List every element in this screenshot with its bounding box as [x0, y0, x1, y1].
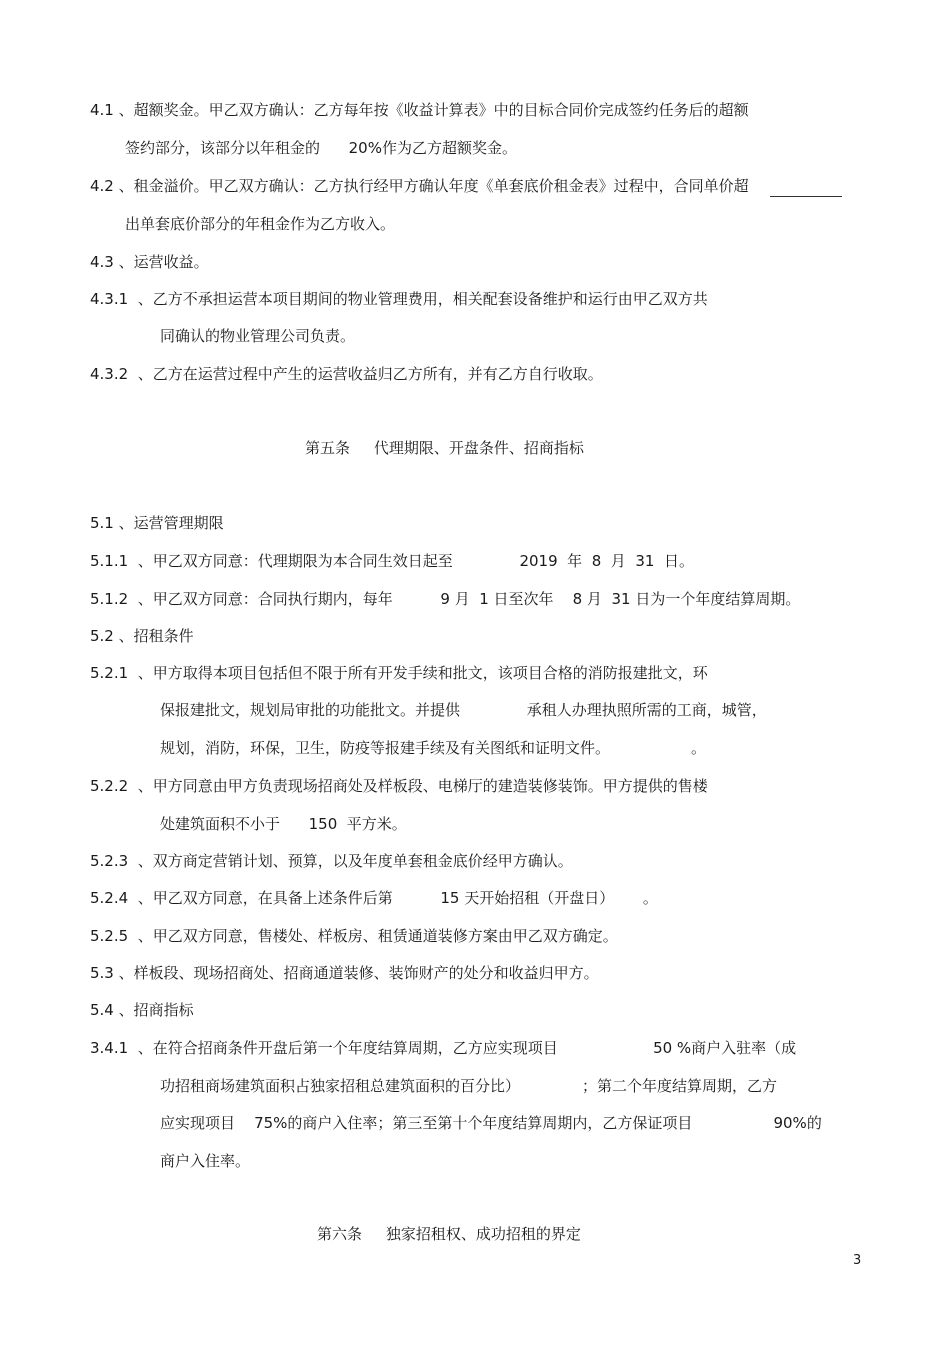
clause-5-2: 5.2 、招租条件	[90, 627, 194, 645]
blank-underline	[770, 196, 842, 197]
clause-4-3-1-line-2: 同确认的物业管理公司负责。	[160, 327, 356, 345]
clause-5-2-5: 5.2.5 、甲乙双方同意，售楼处、样板房、租赁通道装修方案由甲乙双方确定。	[90, 927, 618, 945]
page-number: 3	[853, 1253, 862, 1268]
clause-5-2-1-line-2: 保报建批文，规划局审批的功能批文。并提供 承租人办理执照所需的工商，城管，	[160, 701, 767, 719]
clause-5-4: 5.4 、招商指标	[90, 1001, 194, 1019]
article-6-heading: 第六条 独家招租权、成功招租的界定	[317, 1225, 581, 1243]
clause-4-3-2: 4.3.2 、乙方在运营过程中产生的运营收益归乙方所有，并有乙方自行收取。	[90, 365, 603, 383]
article-5-heading: 第五条 代理期限、开盘条件、招商指标	[305, 439, 584, 457]
clause-4-3: 4.3 、运营收益。	[90, 253, 209, 271]
clause-3-4-1-line-1: 3.4.1 、在符合招商条件开盘后第一个年度结算周期，乙方应实现项目 50 %商户入驻率（成	[90, 1039, 797, 1057]
clause-3-4-1-line-4: 商户入住率。	[160, 1152, 251, 1170]
clause-3-4-1-line-2: 功招租商场建筑面积占独家招租总建筑面积的百分比） ；第二个年度结算周期，乙方	[160, 1077, 777, 1095]
clause-4-2-line-1: 4.2 、租金溢价。甲乙双方确认：乙方执行经甲方确认年度《单套底价租金表》过程中，合同单价超	[90, 177, 749, 195]
clause-4-2-line-2: 出单套底价部分的年租金作为乙方收入。	[125, 215, 396, 233]
clause-3-4-1-line-3: 应实现项目 75%的商户入住率；第三至第十个年度结算周期内，乙方保证项目 90%的	[160, 1114, 822, 1132]
clause-5-2-1-line-1: 5.2.1 、甲方取得本项目包括但不限于所有开发手续和批文，该项目合格的消防报建批文，环	[90, 664, 708, 682]
clause-5-2-4: 5.2.4 、甲乙双方同意，在具备上述条件后第 15 天开始招租（开盘日） 。	[90, 889, 658, 907]
clause-4-1-line-1: 4.1 、超额奖金。甲乙双方确认：乙方每年按《收益计算表》中的目标合同价完成签约任务后的超额	[90, 101, 749, 119]
clause-5-1-1: 5.1.1 、甲乙双方同意：代理期限为本合同生效日起至 2019 年 8 月 31 日。	[90, 552, 694, 570]
clause-5-1: 5.1 、运营管理期限	[90, 514, 224, 532]
clause-5-1-2: 5.1.2 、甲乙双方同意：合同执行期内，每年 9 月 1 日至次年 8 月 31 日为一个年度结算周期。	[90, 590, 801, 608]
clause-5-3: 5.3 、样板段、现场招商处、招商通道装修、装饰财产的处分和收益归甲方。	[90, 964, 599, 982]
clause-5-2-1-line-3: 规划，消防，环保，卫生，防疫等报建手续及有关图纸和证明文件。 。	[160, 739, 707, 757]
clause-5-2-2-line-2: 处建筑面积不小于 150 平方米。	[160, 815, 407, 833]
clause-4-1-line-2: 签约部分，该部分以年租金的 20%作为乙方超额奖金。	[125, 139, 517, 157]
clause-5-2-2-line-1: 5.2.2 、甲方同意由甲方负责现场招商处及样板段、电梯厅的建造装修装饰。甲方提供的售楼	[90, 777, 708, 795]
clause-4-3-1-line-1: 4.3.1 、乙方不承担运营本项目期间的物业管理费用，相关配套设备维护和运行由甲乙双方共	[90, 290, 708, 308]
clause-5-2-3: 5.2.3 、双方商定营销计划、预算，以及年度单套租金底价经甲方确认。	[90, 852, 573, 870]
